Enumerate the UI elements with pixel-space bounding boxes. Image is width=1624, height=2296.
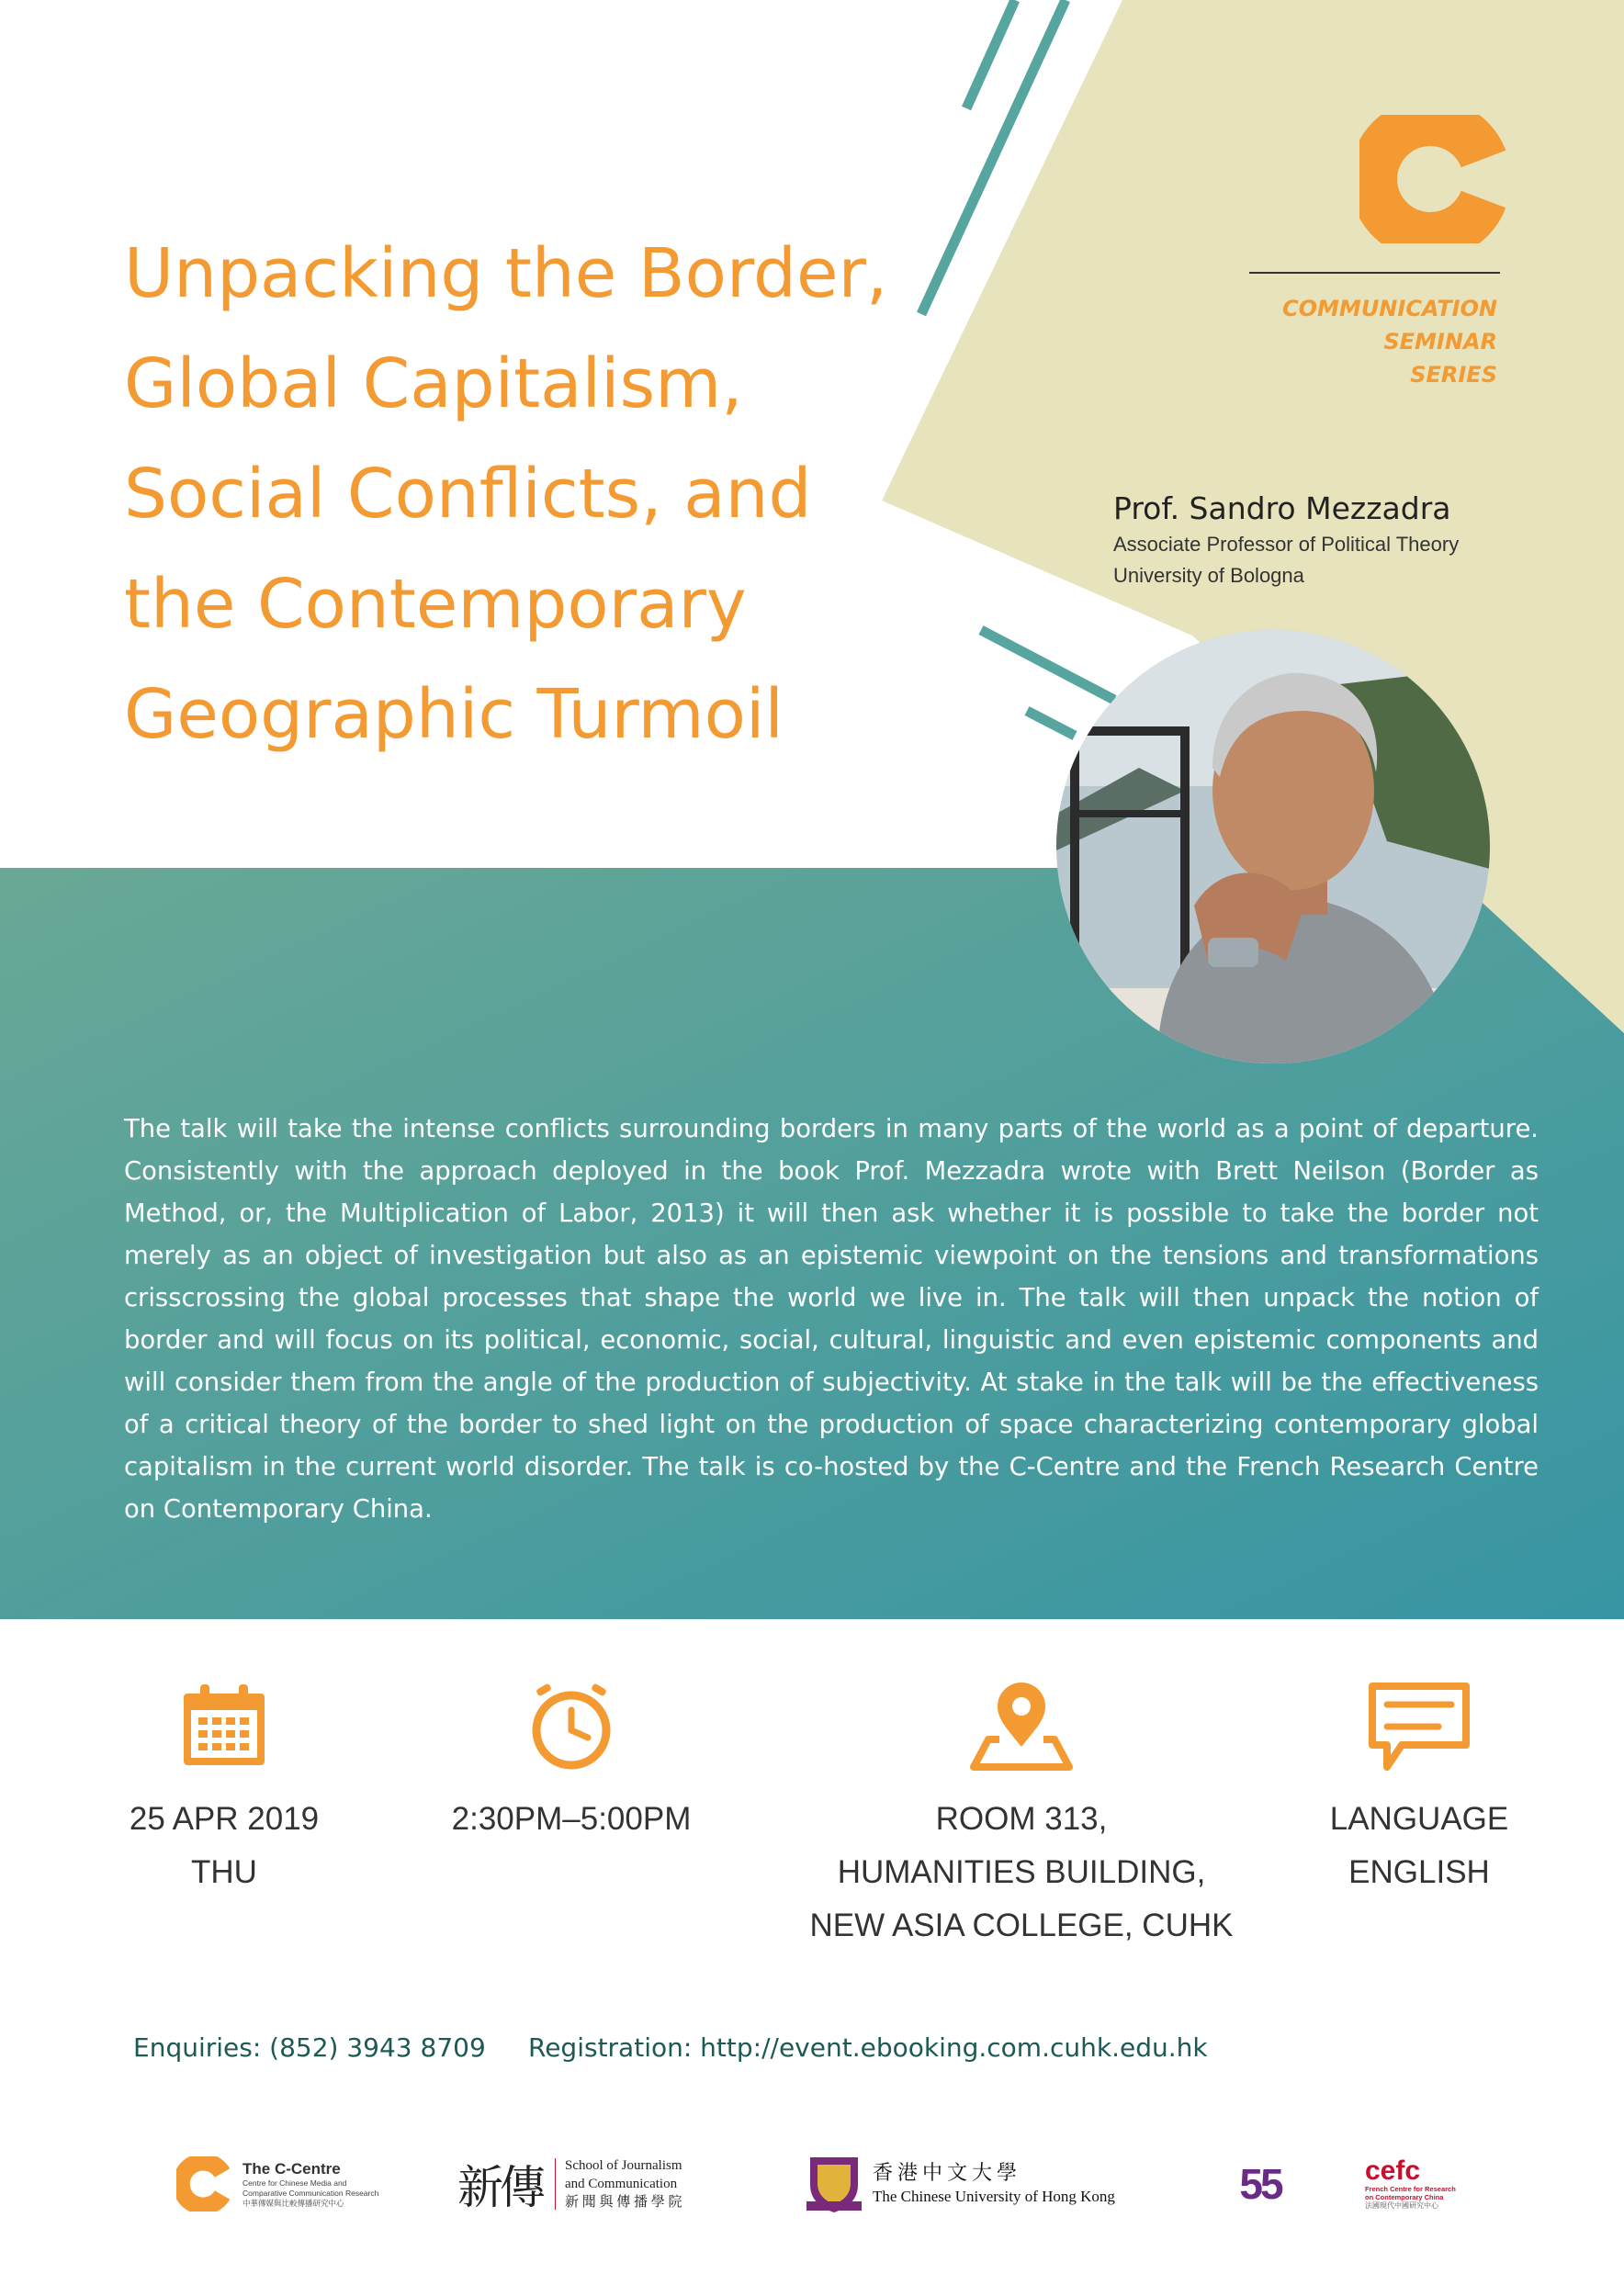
stripe-2 [966,0,1015,108]
ccentre-sub: Comparative Communication Research [242,2188,379,2198]
school-of-journalism-logo [457,2147,733,2221]
cefc-sub: French Centre for Research [1365,2185,1456,2193]
calendar-icon [180,1681,268,1769]
enquiries-text: Enquiries: (852) 3943 8709 [133,2032,486,2063]
event-date [68,1793,380,1899]
cefc-sub: on Contemporary China [1365,2193,1444,2201]
clock-icon [527,1683,615,1771]
cuhk-crest-icon [806,2154,862,2214]
title-line: Social Conflicts, and [124,455,812,534]
venue-line: ROOM 313, [935,1801,1108,1837]
event-venue [792,1793,1251,1953]
sj-chinese-mark: 新傳 [457,2161,542,2214]
title-line: the Contemporary [124,565,747,644]
seminar-series-label [1194,292,1497,391]
time-value: 2:30PM–5:00PM [451,1801,692,1837]
stripe-3 [981,630,1114,700]
series-divider [1249,272,1500,274]
registration-link[interactable]: Registration: http://event.ebooking.com.cuhk.edu.hk [528,2032,1208,2063]
speech-bubble-icon [1365,1681,1473,1773]
map-pin-icon [970,1683,1073,1771]
ccentre-sub: 中華傳媒與比較傳播研究中心 [242,2198,344,2208]
venue-line: HUMANITIES BUILDING, [837,1854,1206,1890]
sj-english: School of Journalism [565,2158,682,2173]
speaker-photo [1056,630,1490,1064]
cefc-chinese: 法國現代中國研究中心 [1365,2201,1438,2210]
sj-english: and Communication [565,2177,678,2191]
event-language [1286,1793,1552,1899]
speaker-name: Prof. Sandro Mezzadra [1113,490,1451,526]
cefc-name: cefc [1365,2155,1421,2186]
cuhk-english-name: The Chinese University of Hong Kong [873,2188,1115,2205]
c-centre-logo [1359,115,1506,243]
title-line: Unpacking the Border, [124,234,888,313]
event-title [124,219,923,770]
series-line: SERIES [1410,362,1497,388]
ccentre-sub: Centre for Chinese Media and [242,2178,347,2188]
date-value: 25 APR 2019 [129,1801,320,1837]
title-line: Geographic Turmoil [124,675,784,754]
cuhk-logo [806,2147,1156,2221]
day-value: THU [191,1854,257,1890]
language-label: LANGUAGE [1329,1801,1509,1837]
speaker-affiliation: University of Bologna [1113,564,1304,587]
anniversary-logo [1233,2147,1288,2221]
title-line: Global Capitalism, [124,344,743,423]
sj-divider [555,2158,556,2210]
series-line: COMMUNICATION [1282,296,1497,321]
ccentre-logo [176,2147,388,2221]
series-line: SEMINAR [1383,329,1497,355]
speaker-info [1113,489,1545,591]
speaker-position: Associate Professor of Political Theory [1113,533,1460,556]
stripe-4 [1027,711,1075,736]
event-time [415,1793,727,1846]
anniversary-number: 55 [1239,2160,1281,2208]
ccentre-name: The C-Centre [242,2159,341,2178]
sj-chinese: 新 聞 與 傳 播 學 院 [565,2195,682,2210]
ccentre-c-icon [176,2156,231,2212]
talk-abstract: The talk will take the intense conflicts surrounding borders in many parts of the world as a point of departure. Consistently with the approach deployed in the book Prof. Mezzadra wrote with Brett Neilson (Border as Method, or, the Multiplication of Labor, 2013) it will then ask whether it is possible to take the border not merely as an object of investigation but also as an epistemic viewpoint on the tensions and transformations crisscrossing the global processes that shape the world we live in. The talk will then unpack the notion of border and will focus on its political, economic, social, cultural, linguistic and even epistemic components and will consider them from the angle of the production of subjectivity. At stake in the talk will be the effectiveness of a critical theory of the border to shed light on the production of space characterizing contemporary global capitalism in the current world disorder. The talk is co-hosted by the C-Centre and the French Research Centre on Contemporary China. [124,1115,1539,1524]
cuhk-chinese-name: 香港中文大學 [873,2162,1022,2185]
language-value: ENGLISH [1348,1854,1490,1890]
cefc-logo [1365,2147,1494,2221]
venue-line: NEW ASIA COLLEGE, CUHK [809,1908,1234,1943]
